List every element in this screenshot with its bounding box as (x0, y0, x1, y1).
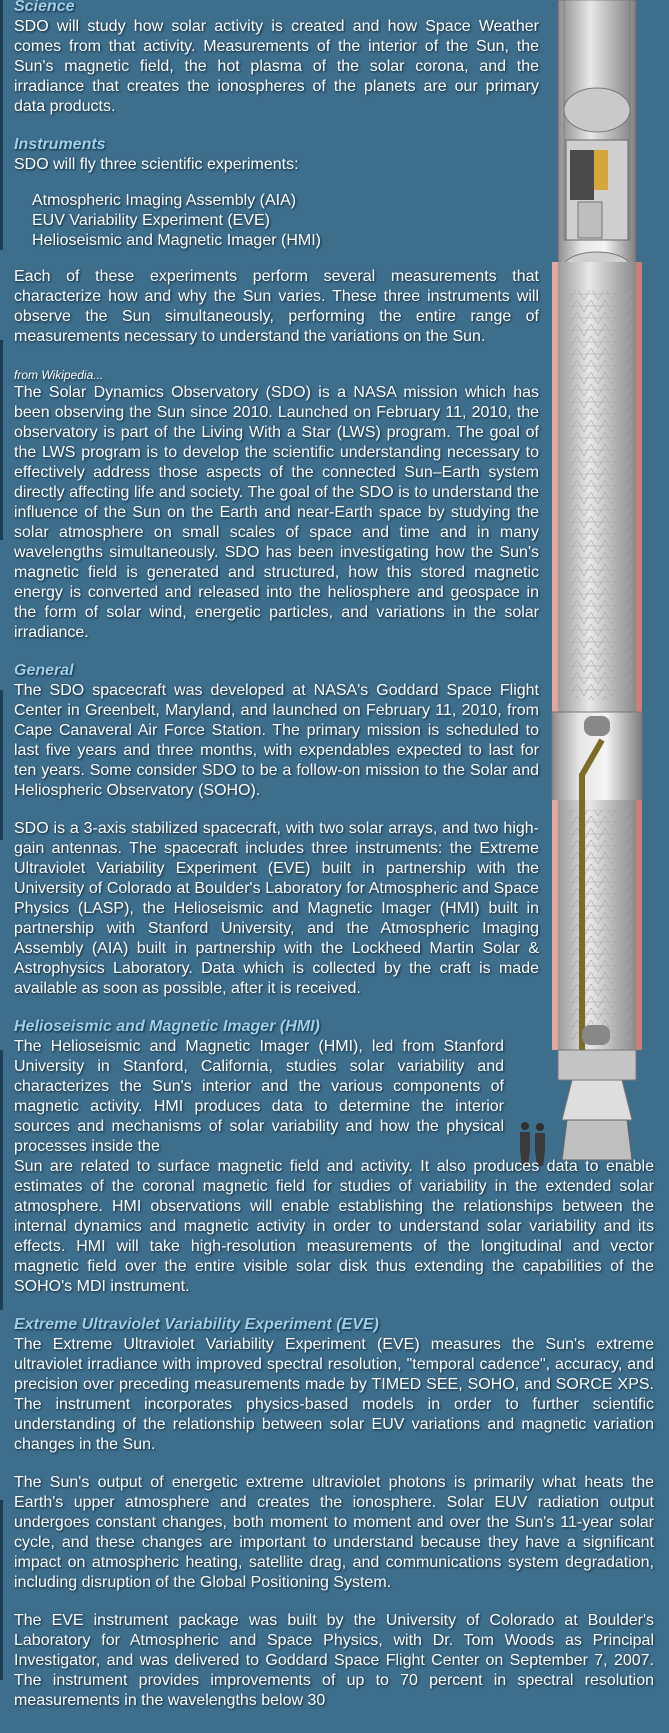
eve-text-1: The Extreme Ultraviolet Variability Experiment (EVE) measures the Sun's extreme ultraviolet irradiance with improved spectral resolution, "temporal cadence", accuracy, and precision over preceding measurements made by TIMED SEE, SOHO, and SORCE XPS. The instrument incorporates physics-based models in order to further scientific understanding of the relationship between solar EUV variations and magnetic variation changes in the Sun. (14, 1336, 654, 1453)
article-content (14, 0, 654, 1711)
instruments-list (14, 191, 539, 251)
general-heading: General (14, 662, 74, 679)
hmi-text-narrow: The Helioseismic and Magnetic Imager (HMI), led from Stanford University in Stanford, California, studies solar variability and characterizes the Sun's interior and the various components of magnetic activity. HMI produces data to determine the interior sources and mechanisms of solar variability and how the physical processes inside the (14, 1038, 504, 1155)
left-rule-5 (0, 1500, 3, 1680)
left-rule-3 (0, 690, 3, 840)
left-rule-2 (0, 340, 3, 540)
eve-text-2: The Sun's output of energetic extreme ultraviolet photons is primarily what heats the Earth's upper atmosphere and creates the ionosphere. Solar EUV radiation output undergoes constant changes, both moment to moment and over the Sun's 11-year solar cycle, and these changes are important to understand because they have a significant impact on atmospheric heating, satellite drag, and communications system degradation, including disruption of the Global Positioning System. (14, 1474, 654, 1591)
instrument-item: EUV Variability Experiment (EVE) (32, 212, 270, 229)
wikipedia-credit: from Wikipedia... (14, 368, 104, 382)
general-text-1: The SDO spacecraft was developed at NASA's Goddard Space Flight Center in Greenbelt, Maryland, and launched on February 11, 2010, from Cape Canaveral Air Force Station. The primary mission is scheduled to last five years and three months, with expendables expected to last for ten years. Some consider SDO to be a follow-on mission to the Solar and Heliospheric Observatory (SOHO). (14, 682, 539, 799)
hmi-heading: Helioseismic and Magnetic Imager (HMI) (14, 1018, 320, 1035)
hmi-text-wide: Sun are related to surface magnetic field and activity. It also produces data to enable estimates of the coronal magnetic field for studies of variability in the extended solar atmosphere. HMI observations will enable establishing the relationships between the internal dynamics and magnetic activity in order to understand solar variability and its effects. HMI will take high-resolution measurements of the longitudinal and vector magnetic field over the entire visible solar disk thus extending the capabilities of the SOHO's MDI instrument. (14, 1158, 654, 1295)
left-rule-4 (0, 1050, 3, 1310)
general-text-2: SDO is a 3-axis stabilized spacecraft, with two solar arrays, and two high-gain antennas. The spacecraft includes three instruments: the Extreme Ultraviolet Variability Experiment (EVE) built in partnership with the University of Colorado at Boulder's Laboratory for Atmospheric and Space Physics (LASP), the Helioseismic and Magnetic Imager (HMI) built in partnership with Stanford University, and the Atmospheric Imaging Assembly (AIA) built in partnership with the Lockheed Martin Solar & Astrophysics Laboratory. Data which is collected by the craft is made available as soon as possible, after it is received. (14, 820, 539, 997)
instrument-item: Helioseismic and Magnetic Imager (HMI) (32, 232, 321, 249)
eve-text-3: The EVE instrument package was built by the University of Colorado at Boulder's Laboratory for Atmospheric and Space Physics, with Dr. Tom Woods as Principal Investigator, and was delivered to Goddard Space Flight Center on September 7, 2007. The instrument provides improvements of up to 70 percent in spectral resolution measurements in the wavelengths below 30 (14, 1612, 654, 1709)
wikipedia-text: The Solar Dynamics Observatory (SDO) is a NASA mission which has been observing the Sun since 2010. Launched on February 11, 2010, the observatory is part of the Living With a Star (LWS) program. The goal of the LWS program is to develop the scientific understanding necessary to effectively address those aspects of the connected Sun–Earth system directly affecting life and society. The goal of the SDO is to understand the influence of the Sun on the Earth and near-Earth space by studying the solar atmosphere on small scales of space and time and in many wavelengths simultaneously. SDO has been investigating how the Sun's magnetic field is generated and structured, how this stored magnetic energy is converted and released into the heliosphere and geospace in the form of solar wind, energetic particles, and variations in the solar irradiance. (14, 384, 539, 641)
eve-heading: Extreme Ultraviolet Variability Experiment (EVE) (14, 1316, 379, 1333)
instrument-item: Atmospheric Imaging Assembly (AIA) (32, 192, 297, 209)
instruments-text: Each of these experiments perform several measurements that characterize how and why the Sun varies. These three instruments will observe the Sun simultaneously, performing the entire range of measurements necessary to understand the variations on the Sun. (14, 268, 539, 345)
instruments-intro: SDO will fly three scientific experiments: (14, 156, 299, 173)
rocket-illustration (542, 0, 652, 1170)
instruments-heading: Instruments (14, 136, 106, 153)
science-text: SDO will study how solar activity is created and how Space Weather comes from that activity. Measurements of the interior of the Sun, the Sun's magnetic field, the hot plasma of the solar corona, and the irradiance that creates the ionospheres of the planets are our primary data products. (14, 18, 539, 115)
science-heading: Science (14, 0, 75, 15)
left-rule-1 (0, 0, 3, 250)
